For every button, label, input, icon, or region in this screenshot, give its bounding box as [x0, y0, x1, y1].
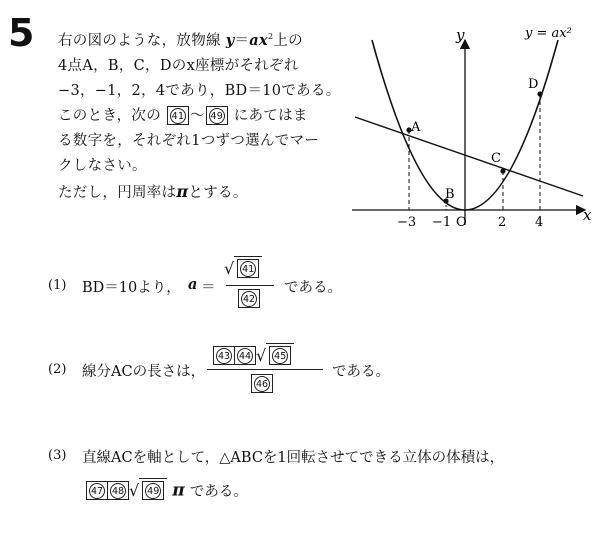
- sqrt-symbol-3: √: [129, 481, 140, 500]
- part1-label: (1): [48, 278, 67, 293]
- tick-label-2: 2: [498, 215, 507, 230]
- problem-number: 5: [8, 11, 35, 55]
- equation-equals: ＝: [234, 32, 250, 49]
- answer-box-42[interactable]: 42: [238, 289, 260, 308]
- answer-box-41[interactable]: 41: [167, 106, 189, 125]
- intro-line-5: る数字を，それぞれ1つずつ選んでマー: [58, 132, 320, 149]
- point-d: [537, 91, 542, 96]
- answer-box-47[interactable]: 47: [86, 481, 108, 500]
- line-ac: [355, 117, 583, 196]
- part2-fraction-bar: [207, 369, 323, 370]
- intro-line-7: [58, 179, 328, 206]
- part2-tail: である。: [332, 364, 390, 380]
- part1-text: BD＝10より，: [82, 280, 181, 296]
- intro-line-2: 4点A，B，C，Dのx座標がそれぞれ: [58, 57, 299, 74]
- y-axis-label: y: [456, 26, 465, 44]
- intro-line-1: [58, 24, 328, 54]
- sqrt-symbol-2: √: [256, 346, 267, 365]
- part1-tail: である。: [284, 280, 342, 296]
- label-c: C: [491, 151, 501, 166]
- part1-a: a: [188, 276, 198, 293]
- part1-equals: ＝: [201, 280, 216, 296]
- part1-denominator: [237, 288, 261, 308]
- part1-fraction-bar: [226, 285, 274, 286]
- label-d: D: [528, 77, 539, 92]
- point-c: [500, 168, 505, 173]
- equation-y: y: [225, 31, 235, 49]
- intro-line-3: −3，−1，2，4であり，BD＝10である。: [58, 82, 341, 99]
- equation-exponent: 2: [267, 32, 274, 41]
- intro-text-4: このとき，次の: [58, 107, 162, 124]
- tick-label-4: 4: [535, 215, 544, 230]
- pi-tail: とする。: [188, 184, 248, 201]
- answer-box-49[interactable]: 49: [206, 106, 228, 125]
- equation-x: x: [258, 31, 268, 49]
- tick-label-neg1: −1: [432, 215, 452, 230]
- label-b: B: [445, 187, 455, 202]
- curve-label: y = ax²: [525, 26, 572, 41]
- answer-box-48[interactable]: 48: [108, 481, 129, 500]
- part2-text: 線分ACの長さは，: [82, 364, 206, 380]
- intro-text-7: ただし，円周率は: [58, 184, 177, 201]
- answer-box-44[interactable]: 44: [235, 346, 256, 365]
- intro-text-1: 右の図のような，放物線: [58, 32, 221, 49]
- parabola-graph: [340, 18, 595, 233]
- part2-denominator: [250, 373, 274, 393]
- answer-box-46[interactable]: 46: [251, 374, 273, 393]
- intro-line-6: クしなさい。: [58, 157, 147, 174]
- x-axis-label: x: [583, 206, 592, 224]
- part3-label: (3): [48, 448, 67, 463]
- part3-text: 直線ACを軸として，△ABCを1回転させてできる立体の体積は，: [82, 450, 505, 466]
- intro-line-4: [58, 104, 328, 129]
- part2-numerator: [213, 343, 294, 365]
- equation-a: a: [249, 31, 259, 49]
- pi-symbol: π: [176, 181, 189, 201]
- answer-box-43[interactable]: 43: [213, 346, 235, 365]
- problem-intro: [58, 24, 341, 206]
- sqrt-symbol: √: [224, 259, 235, 278]
- part2-label: (2): [48, 362, 67, 377]
- answer-box-41-b[interactable]: 41: [237, 259, 259, 278]
- part3-tail: である。: [189, 484, 248, 500]
- answer-box-49-b[interactable]: 49: [142, 481, 164, 500]
- part1-numerator: [224, 256, 262, 278]
- part3-pi: π: [172, 480, 185, 501]
- part3-answer: [86, 478, 248, 501]
- range-tilde: 〜: [189, 107, 205, 124]
- origin-label: O: [456, 215, 467, 230]
- tick-label-neg3: −3: [397, 215, 417, 230]
- label-a: A: [411, 120, 421, 135]
- range-tail: にあてはま: [233, 107, 308, 124]
- answer-box-45[interactable]: 45: [269, 346, 291, 365]
- equation-tail: 上の: [273, 32, 303, 49]
